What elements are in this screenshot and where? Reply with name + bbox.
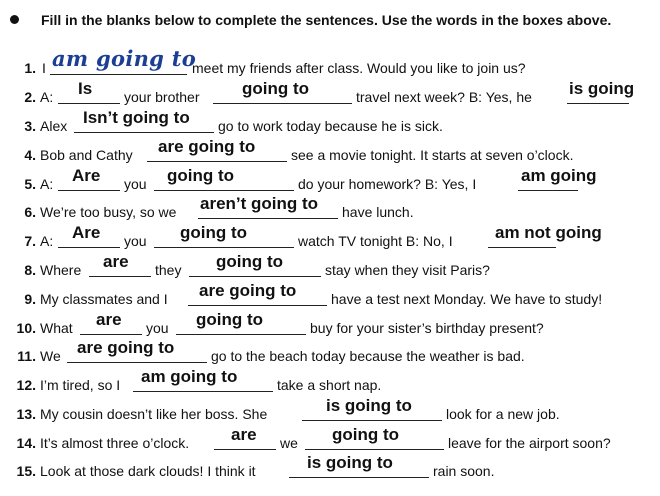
sentence-text: see a movie tonight. It starts at seven o’clock.	[291, 147, 574, 163]
answer-text: are	[103, 252, 129, 271]
sentence-text: I	[42, 60, 46, 76]
answer-text: are going to	[77, 338, 175, 357]
sentence-text: have lunch.	[342, 204, 414, 220]
answer-text: Isn’t going to	[83, 108, 190, 127]
sentence-3	[0, 108, 660, 136]
sentence-text: It’s almost three o’clock.	[40, 435, 190, 451]
sentence-14	[0, 425, 660, 453]
sentence-text: rain soon.	[433, 463, 495, 479]
sentence-8	[0, 252, 660, 280]
sentence-text: Alex	[40, 118, 68, 134]
answer-text: going to	[216, 252, 284, 271]
sentence-2	[0, 79, 660, 107]
sentence-text: stay when they visit Paris?	[325, 262, 490, 278]
answer-text: are going to	[158, 137, 256, 156]
sentence-text: have a test next Monday. We have to study!	[331, 291, 603, 307]
item-number: 5.	[24, 176, 36, 192]
item-number: 7.	[24, 233, 36, 249]
item-number: 13.	[16, 406, 36, 422]
sentence-text: meet my friends after class. Would you like to join us?	[192, 60, 526, 76]
answer-text: is going to	[326, 396, 412, 415]
sentence-text: go to the beach today because the weather is bad.	[211, 348, 525, 364]
instructions-text: Fill in the blanks below to complete the sentences. Use the words in the boxes above.	[41, 12, 612, 28]
item-number: 6.	[24, 204, 36, 220]
answer-text: Are	[72, 166, 101, 185]
item-number: 11.	[17, 348, 36, 364]
sentence-text: We’re too busy, so we	[40, 204, 177, 220]
sentence-text: take a short nap.	[277, 377, 382, 393]
sentence-text: Look at those dark clouds! I think it	[40, 463, 256, 479]
sentence-text: your brother	[124, 89, 200, 105]
answer-text: going to	[180, 223, 248, 242]
sentence-text: Bob and Cathy	[40, 147, 133, 163]
answer-text: going to	[332, 425, 400, 444]
answer-text: Is	[78, 79, 93, 98]
answer-text: Are	[72, 223, 101, 242]
item-number: 2.	[24, 89, 36, 105]
sentence-text: look for a new job.	[446, 406, 560, 422]
item-number: 15.	[16, 463, 36, 479]
item-number: 3.	[24, 118, 36, 134]
sentence-text: A:	[40, 89, 54, 105]
sentence-text: do your homework? B: Yes, I	[298, 176, 477, 192]
answer-text: am going	[521, 166, 597, 185]
answer-text: going to	[242, 79, 310, 98]
item-number: 4.	[24, 147, 36, 163]
answer-text: is going	[569, 79, 635, 98]
sentence-text: My classmates and I	[40, 291, 168, 307]
item-number: 9.	[24, 291, 36, 307]
sentence-text: I’m tired, so I	[40, 377, 121, 393]
answer-text: am going to	[141, 367, 238, 386]
item-number: 8.	[24, 262, 36, 278]
sentence-text: travel next week? B: Yes, he	[356, 89, 532, 105]
item-number: 14.	[16, 435, 36, 451]
answer-text: are	[231, 425, 257, 444]
item-number: 10.	[16, 320, 36, 336]
answer-text: are	[96, 310, 122, 329]
sentence-11	[0, 338, 660, 366]
sentence-text: leave for the airport soon?	[448, 435, 611, 451]
instructions	[10, 12, 652, 28]
sentence-5	[0, 166, 660, 194]
sentence-text: they	[155, 262, 182, 278]
bullet-icon	[10, 15, 19, 24]
sentence-7	[0, 223, 660, 251]
sentence-text: A:	[40, 176, 54, 192]
answer-text: is going to	[307, 453, 393, 472]
sentence-text: We	[40, 348, 61, 364]
sentence-text: A:	[40, 233, 54, 249]
answer-text: am not going	[495, 223, 602, 242]
sentence-6	[0, 194, 660, 222]
sentence-15	[0, 453, 660, 481]
answer-text: aren’t going to	[200, 194, 319, 213]
sentence-text: watch TV tonight B: No, I	[298, 233, 453, 249]
sentence-text: Where	[40, 262, 82, 278]
answer-text: are going to	[199, 281, 297, 300]
sentence-12	[0, 367, 660, 395]
sentence-text: we	[280, 435, 298, 451]
sentence-text: you	[146, 320, 169, 336]
answer-text: going to	[167, 166, 235, 185]
sentence-text: you	[124, 233, 147, 249]
item-number: 1.	[24, 60, 36, 76]
sentence-text: you	[124, 176, 147, 192]
sentence-text: go to work today because he is sick.	[218, 118, 443, 134]
sentence-4	[0, 137, 660, 165]
sentence-text: My cousin doesn’t like her boss. She	[40, 406, 268, 422]
answer-text: going to	[196, 310, 264, 329]
handwritten-answer: am going to	[52, 46, 197, 71]
sentence-10	[0, 310, 660, 338]
sentence-9	[0, 281, 660, 309]
sentence-1	[0, 46, 660, 78]
item-number: 12.	[16, 377, 36, 393]
sentence-13	[0, 396, 660, 424]
sentence-text: What	[40, 320, 73, 336]
sentence-text: buy for your sister’s birthday present?	[310, 320, 544, 336]
